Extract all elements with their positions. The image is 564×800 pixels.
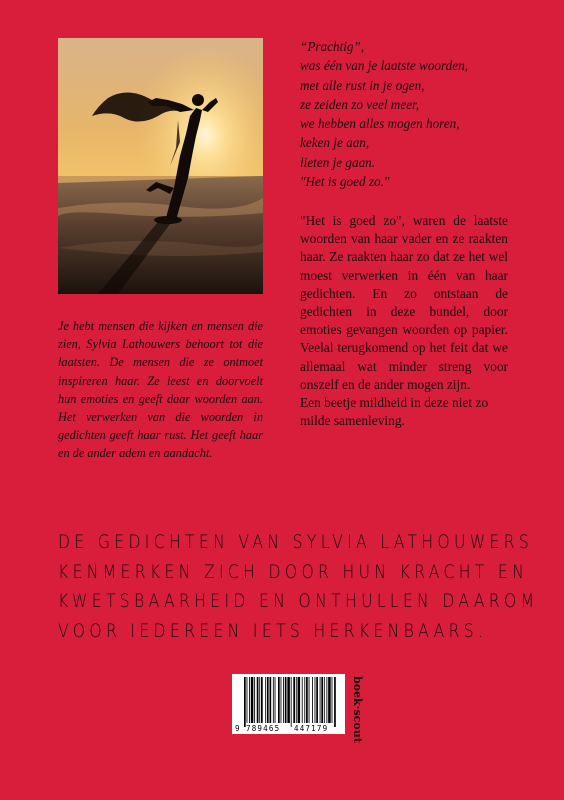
barcode-lead-digit: 9 — [235, 724, 240, 733]
barcode-bar — [249, 677, 250, 723]
barcode-bar — [309, 677, 310, 723]
barcode-bar — [285, 677, 287, 723]
barcode-bar — [293, 677, 295, 723]
barcode-right-digits: 447179 — [294, 724, 329, 733]
poem-line: “Prachtig”, — [300, 39, 365, 54]
isbn-barcode — [232, 674, 345, 734]
barcode-bar — [275, 677, 276, 723]
beach-sunset-image — [58, 38, 263, 294]
barcode-bar — [320, 677, 321, 723]
poem-line: keken je aan, — [300, 135, 370, 151]
publisher-logo: boek·scout — [351, 676, 364, 743]
barcode-bar — [298, 677, 301, 723]
poem-line: ze zeiden zo veel meer, — [300, 96, 420, 112]
barcode-bar — [270, 677, 272, 723]
description-paragraph: Een beetje mildheid in deze niet zo milde samenleving. — [300, 395, 489, 429]
tagline-line: KENMERKEN ZICH DOOR HUN KRACHT EN — [58, 560, 529, 583]
barcode-bar — [306, 677, 308, 723]
barcode-bar — [332, 677, 333, 723]
barcode-bar — [312, 677, 313, 723]
barcode-bar — [247, 677, 248, 723]
description-paragraph: "Het is goed zo", waren de laatste woorden van haar vader en ze raakten haar. Ze raakten haar zo dat ze het wel moest verwerken in één van haar gedichten. En zo ontstaan de gedichten in deze bundel, door emoties gevangen woorden op papier. Veelal terugkomend op het feit dat we allemaal wat minder streng voor onszelf en de ander mogen zijn. — [300, 213, 508, 392]
barcode-bar — [328, 677, 331, 723]
cover-photo — [58, 38, 263, 294]
tagline-line: KWETSBAARHEID EN ONTHULLEN DAAROM — [58, 590, 539, 612]
barcode-bar — [261, 677, 263, 723]
barcode-bar — [244, 677, 246, 727]
barcode-bar — [315, 677, 316, 723]
tagline-line: DE GEDICHTEN VAN SYLVIA LATHOUWERS — [58, 531, 534, 553]
barcode-bars — [232, 674, 345, 734]
author-blurb-text: Je hebt mensen die kijken en mensen die zien, Sylvia Lathouwers behoort tot die laatsten. De mensen die ze ontmoet inspireren haar. Ze leest en doorvoelt hun emoties en geeft daar woorden aan. Het verwerken van die woorden in gedichten geeft haar rust. Het geeft haar en de ander adem en aandacht. — [58, 319, 263, 461]
barcode-bar — [324, 677, 325, 723]
barcode-bar — [254, 677, 255, 723]
barcode-bar — [326, 677, 327, 723]
poem-line: met alle rust in je ogen, — [300, 77, 425, 93]
barcode-bar — [316, 677, 318, 723]
barcode-bar — [251, 677, 254, 723]
barcode-bar — [257, 677, 259, 723]
barcode-bar — [265, 677, 266, 723]
barcode-bar — [281, 677, 282, 723]
barcode-bar — [302, 677, 303, 723]
tagline — [58, 528, 539, 646]
barcode-bar — [273, 677, 274, 723]
barcode-bar — [259, 677, 260, 723]
barcode-bar — [296, 677, 297, 723]
poem-line: lieten je gaan. — [300, 154, 376, 170]
tagline-line: VOOR IEDEREEN IETS HERKENBAARS. — [58, 619, 488, 642]
barcode-bar — [287, 677, 290, 723]
book-description — [300, 212, 508, 430]
barcode-bar — [267, 677, 269, 723]
barcode-left-digits: 789465 — [246, 724, 281, 733]
barcode-bar — [334, 677, 336, 727]
barcode-bar — [304, 677, 305, 723]
barcode-bar — [291, 677, 292, 727]
barcode-bar — [278, 677, 280, 723]
poem — [300, 37, 530, 191]
poem-line: was één van je laatste woorden, — [300, 58, 468, 74]
barcode-bar — [283, 677, 284, 723]
author-blurb — [58, 317, 263, 463]
poem-line: we hebben alles mogen horen, — [300, 116, 460, 132]
poem-line: "Het is goed zo." — [300, 174, 390, 190]
barcode-bar — [321, 677, 323, 723]
